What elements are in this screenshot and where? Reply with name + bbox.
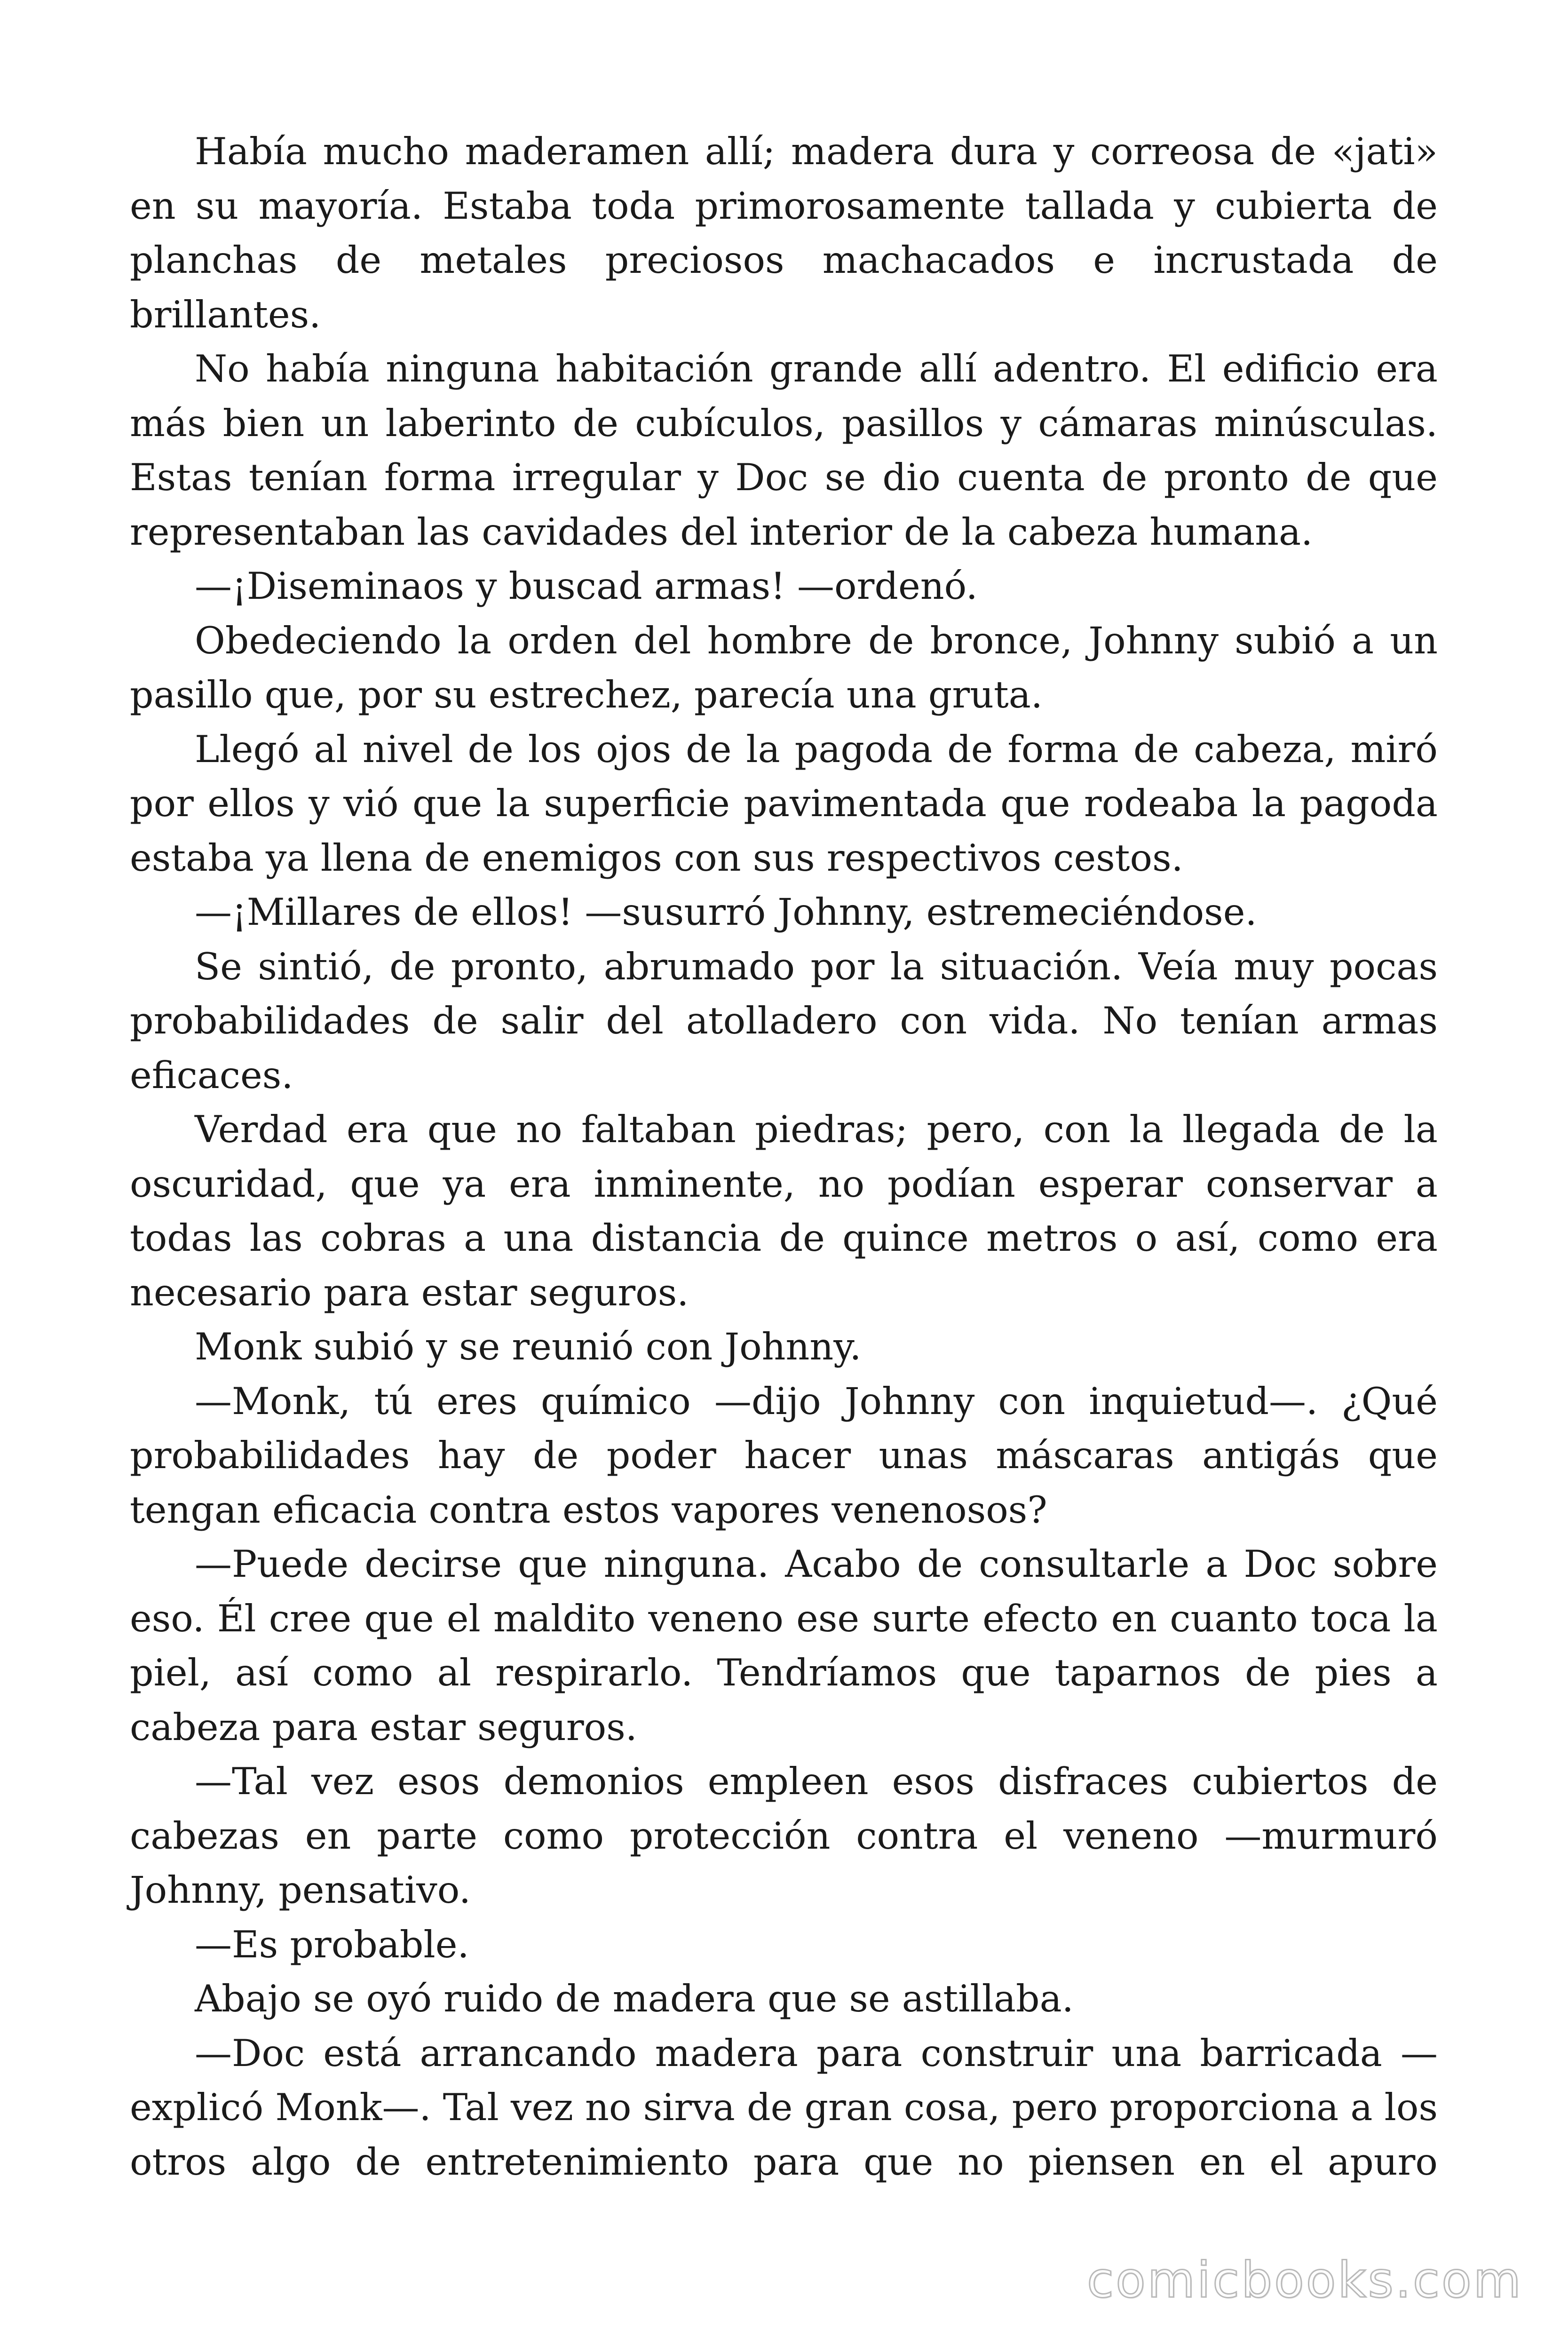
paragraph: —Es probable. (195, 1923, 469, 1966)
paragraph: Abajo se oyó ruido de madera que se astillaba. (195, 1977, 1074, 2020)
paragraph: Obedeciendo la orden del hombre de bronce, Johnny subió a un pasillo que, por su estrechez, parecía una gruta. (130, 619, 1438, 716)
paragraph: —¡Millares de ellos! —susurró Johnny, estremeciéndose. (195, 890, 1257, 934)
paragraph: —Tal vez esos demonios empleen esos disfraces cubiertos de cabezas en parte como protección contra el veneno —murmuró Johnny, pensativo. (130, 1760, 1438, 1912)
paragraph: —Doc está arrancando madera para construir una barricada — explicó Monk—. Tal vez no sirva de gran cosa, pero proporciona a los otros algo de entretenimiento para que no piensen en el apuro (130, 2031, 1438, 2184)
watermark: comicbooks.com (1086, 2251, 1523, 2309)
paragraph: Había mucho maderamen allí; madera dura y correosa de «jati» en su mayoría. Estaba toda primorosamente tallada y cubierta de planchas de metales preciosos machacados e incrustada de brillantes. (130, 130, 1438, 336)
paragraph: No había ninguna habitación grande allí adentro. El edificio era más bien un laberinto de cubículos, pasillos y cámaras minúsculas. Estas tenían forma irregular y Doc se dio cuenta de pronto de que representaban las cavidades del interior de la cabeza humana. (130, 347, 1438, 554)
paragraph: Se sintió, de pronto, abrumado por la situación. Veía muy pocas probabilidades de salir del atolladero con vida. No tenían armas eficaces. (130, 945, 1438, 1097)
paragraph: Verdad era que no faltaban piedras; pero, con la llegada de la oscuridad, que ya era inminente, no podían esperar conservar a todas las cobras a una distancia de quince metros o así, como era necesario para estar seguros. (130, 1108, 1438, 1314)
page-body (130, 125, 1438, 2189)
paragraph: Monk subió y se reunió con Johnny. (195, 1325, 862, 1368)
paragraph: —Puede decirse que ninguna. Acabo de consultarle a Doc sobre eso. Él cree que el maldito veneno ese surte efecto en cuanto toca la piel, así como al respirarlo. Tendríamos que taparnos de pies a cabeza para estar seguros. (130, 1542, 1438, 1749)
paragraph: —Monk, tú eres químico —dijo Johnny con inquietud—. ¿Qué probabilidades hay de poder hacer unas máscaras antigás que tengan eficacia contra estos vapores venenosos? (130, 1379, 1438, 1532)
paragraph: —¡Diseminaos y buscad armas! —ordenó. (195, 564, 978, 608)
paragraph: Llegó al nivel de los ojos de la pagoda de forma de cabeza, miró por ellos y vió que la superficie pavimentada que rodeaba la pagoda estaba ya llena de enemigos con sus respectivos cestos. (130, 727, 1438, 880)
